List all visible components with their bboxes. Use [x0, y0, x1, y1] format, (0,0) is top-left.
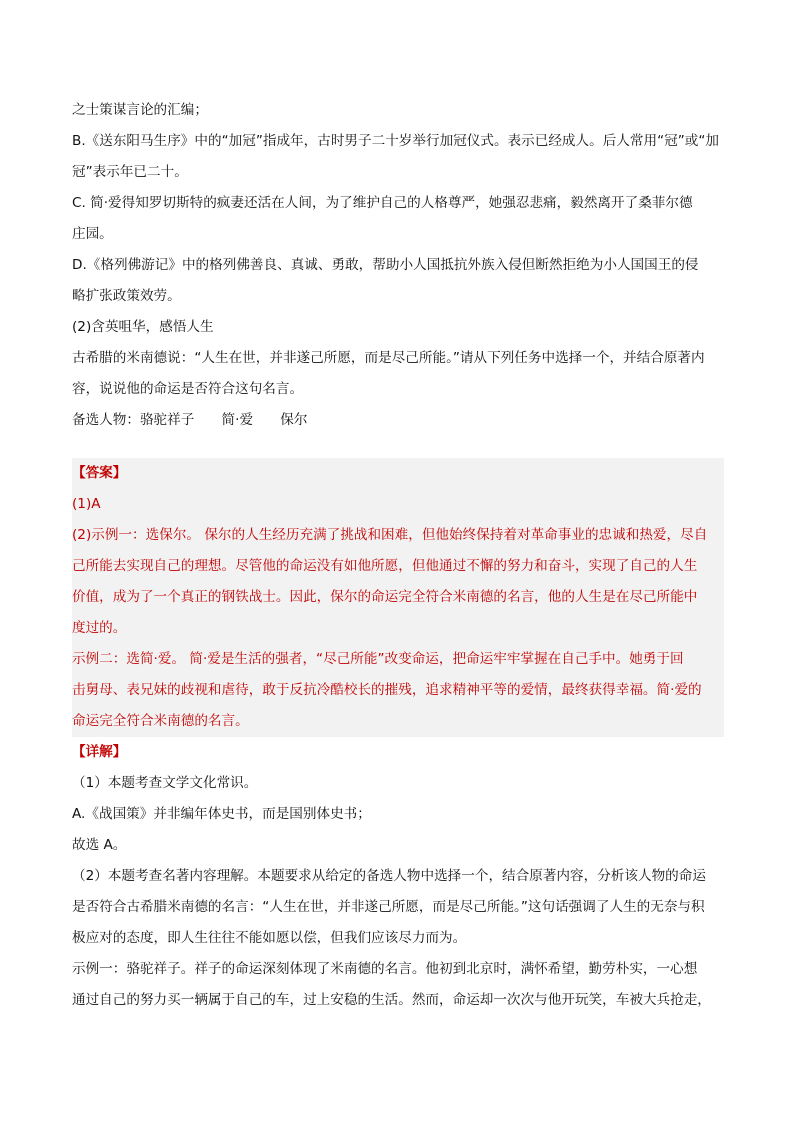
question-line: (2)含英咀华，感悟人生: [72, 319, 214, 335]
detail-line: 通过自己的努力买一辆属于自己的车，过上安稳的生活。然而，命运却一次次与他开玩笑，车被大兵抢走，: [72, 992, 711, 1008]
answer-line: 己所能去实现自己的理想。尽管他的命运没有如他所愿，但他通过不懈的努力和奋斗，实现了自己的人生: [72, 558, 698, 574]
question-line: D.《格列佛游记》中的格列佛善良、真诚、勇敢，帮助小人国抵抗外族入侵但断然拒绝为小人国国王的侵: [72, 257, 699, 273]
answer-line: 价值，成为了一个真正的钢铁战士。因此，保尔的命运完全符合米南德的名言，他的人生是在尽己所能中: [72, 589, 698, 605]
question-line: 古希腊的米南德说：“人生在世，并非遂己所愿，而是尽己所能。”请从下列任务中选择一个，并结合原著内: [72, 350, 705, 366]
question-section: [72, 95, 724, 436]
answer-heading: 【答案】: [72, 465, 127, 481]
detail-section: [72, 737, 724, 1016]
question-line: 庄园。: [72, 226, 113, 242]
detail-heading: 【详解】: [72, 744, 127, 760]
answer-line: 度过的。: [72, 620, 127, 636]
document-content: [72, 95, 724, 1016]
detail-line: （1）本题考查文学文化常识。: [72, 775, 258, 791]
detail-line: A.《战国策》并非编年体史书，而是国别体史书；: [72, 806, 371, 822]
answer-line: 示例二：选简·爱。 简·爱是生活的强者，“尽己所能”改变命运，把命运牢牢掌握在自己手中。她勇于回: [72, 651, 684, 667]
detail-line: （2）本题考查名著内容理解。本题要求从给定的备选人物中选择一个，结合原著内容，分析该人物的命运: [72, 868, 706, 884]
section-gap: [72, 436, 724, 458]
answer-section: [72, 458, 724, 737]
detail-line: 极应对的态度，即人生往往不能如愿以偿，但我们应该尽力而为。: [72, 930, 467, 946]
question-line: C. 简·爱得知罗切斯特的疯妻还活在人间，为了维护自己的人格尊严，她强忍悲痛，毅然离开了桑菲尔德: [72, 195, 693, 211]
question-line: B.《送东阳马生序》中的“加冠”指成年，古时男子二十岁举行加冠仪式。表示已经成人。后人常用“冠”或“加: [72, 133, 719, 149]
answer-line: (1)A: [72, 496, 101, 512]
detail-line: 是否符合古希腊米南德的名言：“人生在世，并非遂己所愿，而是尽己所能。”这句话强调了人生的无奈与积: [72, 899, 705, 915]
answer-line: 命运完全符合米南德的名言。: [72, 713, 249, 729]
detail-line: 示例一：骆驼祥子。祥子的命运深刻体现了米南德的名言。他初到北京时，满怀希望，勤劳朴实，一心想: [72, 961, 698, 977]
detail-line: 故选 A。: [72, 837, 127, 853]
question-line: 容，说说他的命运是否符合这句名言。: [72, 381, 304, 397]
answer-line: (2)示例一：选保尔。 保尔的人生经历充满了挑战和困难，但他始终保持着对革命事业的忠诚和热爱，尽自: [72, 527, 708, 543]
question-line: 略扩张政策效劳。: [72, 288, 181, 304]
question-line: 冠”表示年已二十。: [72, 164, 188, 180]
answer-line: 击舅母、表兄妹的歧视和虐待，敢于反抗冷酷校长的摧残，追求精神平等的爱情，最终获得幸福。简·爱的: [72, 682, 702, 698]
candidate-characters: 备选人物：骆驼祥子 简·爱 保尔: [72, 412, 308, 428]
question-line: 之士策谋言论的汇编；: [72, 102, 208, 118]
